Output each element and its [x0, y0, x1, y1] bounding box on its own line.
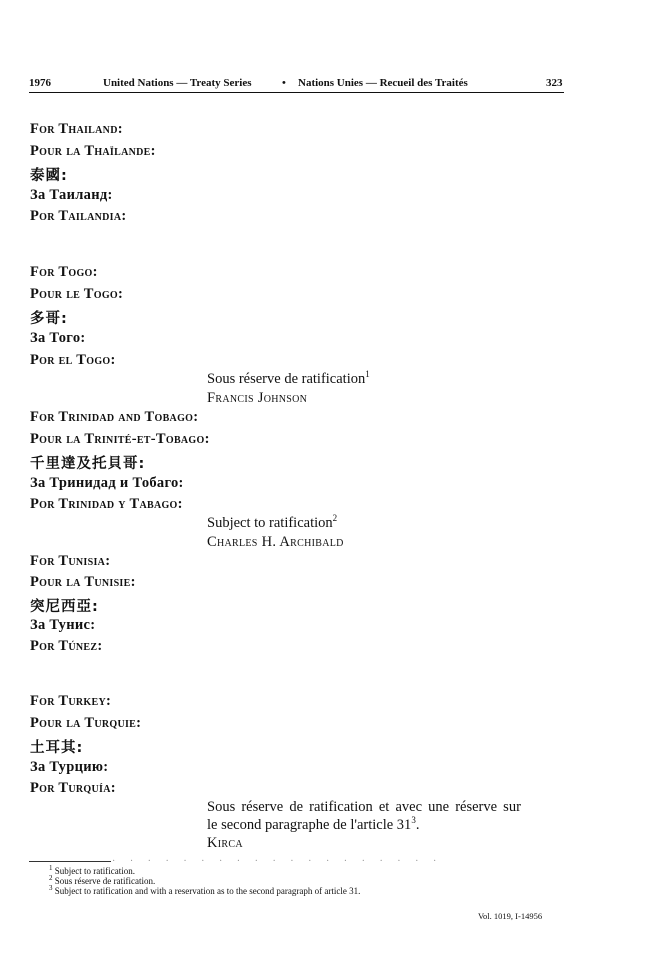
tunisia-ru: За Тунис:	[30, 617, 96, 633]
footnote-3-text: Subject to ratification and with a reservation as to the second paragraph of article 31.	[54, 886, 361, 896]
header-rule	[29, 92, 564, 93]
tunisia-fr: Pour la Tunisie:	[30, 574, 136, 590]
trinidad-signature-note	[207, 515, 337, 532]
togo-zh: 多哥:	[30, 311, 68, 327]
footnote-2-mark: 2	[49, 874, 53, 882]
trinidad-footnote-ref: 2	[332, 513, 338, 524]
turkey-signature-line2: le second paragraphe de l'article $31^3$.	[207, 815, 420, 833]
footnote-rule	[29, 861, 111, 862]
footnote-3-mark: 3	[49, 884, 53, 892]
turkey-sig-line2-text: le second paragraphe de l'article 31	[207, 817, 412, 833]
header-year: 1976	[29, 77, 51, 89]
header-title-fr: Nations Unies — Recueil des Traités	[298, 77, 468, 89]
togo-sig-note-text: Sous réserve de ratification	[207, 371, 366, 387]
trinidad-sig-note-text: Subject to ratification	[207, 515, 333, 531]
thailand-ru: За Таиланд:	[30, 187, 113, 203]
turkey-footnote-ref: 3	[411, 815, 416, 826]
togo-es: Por el Togo:	[30, 352, 116, 368]
footnote-1	[49, 866, 135, 876]
header-page-number: 323	[546, 77, 563, 89]
trinidad-fr: Pour la Trinité-et-Tobago:	[30, 431, 210, 447]
turkey-zh: 土耳其:	[30, 740, 84, 756]
turkey-es: Por Turquía:	[30, 780, 116, 796]
thailand-en: For Thailand:	[30, 121, 123, 137]
turkey-signatory: Kirca	[207, 835, 243, 851]
togo-ru: За Того:	[30, 330, 86, 346]
footnote-3	[49, 886, 360, 896]
trinidad-signatory: Charles H. Archibald	[207, 534, 344, 550]
footnote-1-mark: 1	[49, 864, 53, 872]
thailand-fr: Pour la Thaïlande:	[30, 143, 156, 159]
tunisia-es: Por Túnez:	[30, 638, 103, 654]
header-bullet: •	[282, 77, 286, 89]
togo-footnote-ref: 1	[365, 369, 370, 380]
tunisia-zh: 突尼西亞:	[30, 599, 99, 615]
footnote-2-text: Sous réserve de ratification.	[54, 876, 156, 886]
tunisia-en: For Tunisia:	[30, 553, 111, 569]
togo-fr: Pour le Togo:	[30, 286, 124, 302]
trinidad-en: For Trinidad and Tobago:	[30, 409, 199, 425]
volume-reference: Vol. 1019, I-14956	[478, 911, 543, 921]
thailand-es: Por Tailandia:	[30, 208, 127, 224]
header-title-en: United Nations — Treaty Series	[103, 77, 252, 89]
footnote-2	[49, 876, 155, 886]
turkey-signature-line1: Sous réserve de ratification et avec une réserve sur	[207, 799, 521, 815]
scan-specks: · · · · · · · · · · · · · · · · · · ·	[112, 856, 443, 867]
togo-signatory: Francis Johnson	[207, 390, 308, 406]
trinidad-ru: За Тринидад и Тобаго:	[30, 475, 184, 491]
togo-en: For Togo:	[30, 264, 98, 280]
trinidad-es: Por Trinidad y Tabago:	[30, 496, 183, 512]
footnote-1-text: Subject to ratification.	[54, 866, 135, 876]
togo-signature-note	[207, 371, 370, 388]
thailand-zh: 泰國:	[30, 168, 68, 184]
trinidad-zh: 千里達及托貝哥:	[30, 456, 146, 472]
turkey-ru: За Турцию:	[30, 759, 109, 775]
turkey-fr: Pour la Turquie:	[30, 715, 142, 731]
turkey-en: For Turkey:	[30, 693, 112, 709]
